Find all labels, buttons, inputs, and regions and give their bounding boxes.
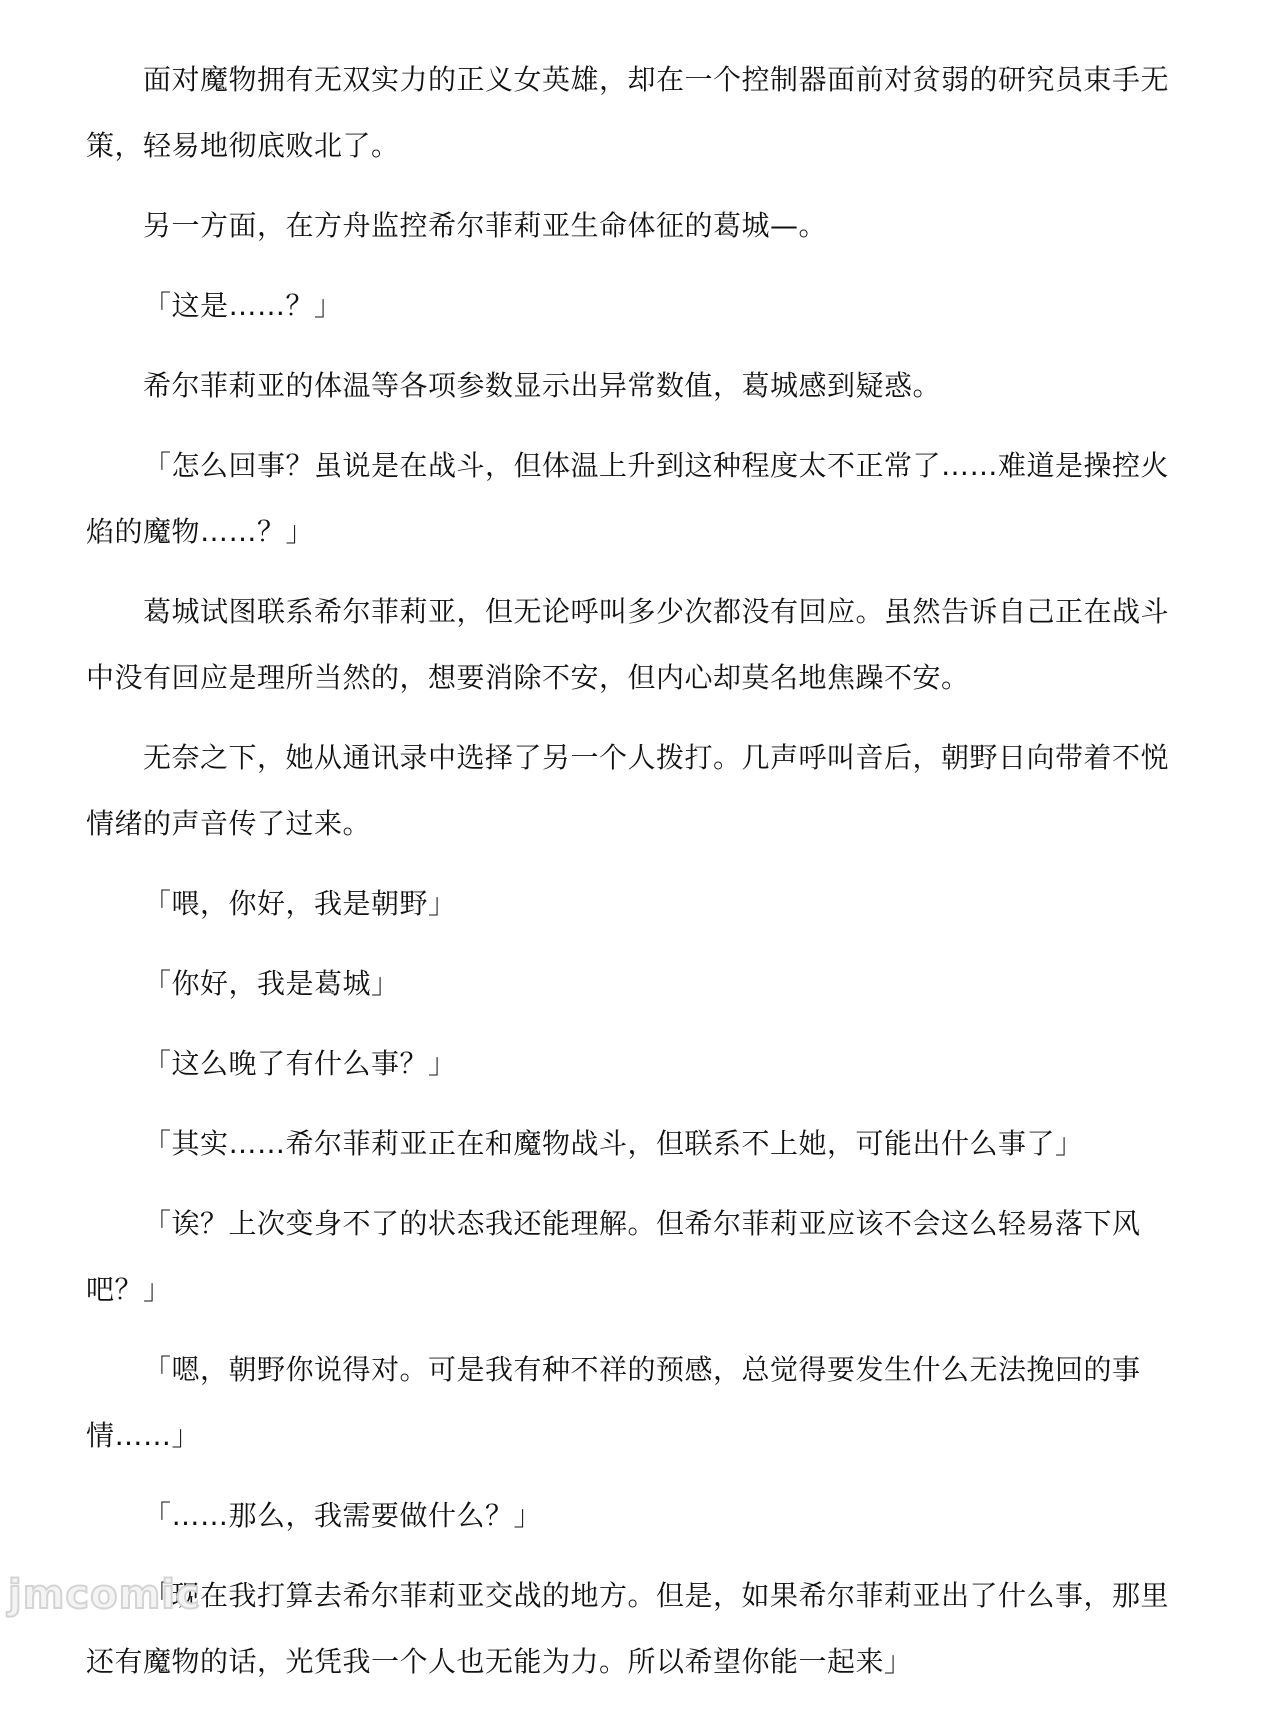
paragraph: 「这么晚了有什么事？」 bbox=[143, 1047, 457, 1080]
paragraph: 另一方面，在方舟监控希尔菲莉亚生命体征的葛城—。 bbox=[143, 209, 828, 242]
paragraph: 「……那么，我需要做什么？」 bbox=[143, 1499, 543, 1532]
paragraph: 「怎么回事？虽说是在战斗，但体温上升到这种程度太不正常了……难道是操控火焰的魔物……？」 bbox=[86, 449, 1170, 548]
paragraph: 面对魔物拥有无双实力的正义女英雄，却在一个控制器面前对贫弱的研究员束手无策，轻易地彻底败北了。 bbox=[86, 63, 1170, 162]
paragraph: 「喂，你好，我是朝野」 bbox=[143, 887, 457, 920]
watermark-logo: jmcomic bbox=[8, 1572, 201, 1618]
paragraph: 「嗯，朝野你说得对。可是我有种不祥的预感，总觉得要发生什么无法挽回的事情……」 bbox=[86, 1353, 1141, 1452]
paragraph: 「你好，我是葛城」 bbox=[143, 967, 400, 1000]
paragraph: 「诶？上次变身不了的状态我还能理解。但希尔菲莉亚应该不会这么轻易落下风吧？」 bbox=[86, 1207, 1141, 1306]
paragraph: 「这是……？」 bbox=[143, 289, 343, 322]
paragraph: 「其实……希尔菲莉亚正在和魔物战斗，但联系不上她，可能出什么事了」 bbox=[143, 1127, 1084, 1160]
paragraph: 希尔菲莉亚的体温等各项参数显示出异常数值，葛城感到疑惑。 bbox=[143, 369, 942, 402]
paragraph: 葛城试图联系希尔菲莉亚，但无论呼叫多少次都没有回应。虽然告诉自己正在战斗中没有回应是理所当然的，想要消除不安，但内心却莫名地焦躁不安。 bbox=[86, 595, 1170, 694]
text-body bbox=[86, 47, 1196, 1709]
paragraph: 「现在我打算去希尔菲莉亚交战的地方。但是，如果希尔菲莉亚出了什么事，那里还有魔物的话，光凭我一个人也无能为力。所以希望你能一起来」 bbox=[86, 1579, 1170, 1678]
paragraph: 无奈之下，她从通讯录中选择了另一个人拨打。几声呼叫音后，朝野日向带着不悦情绪的声音传了过来。 bbox=[86, 741, 1170, 840]
